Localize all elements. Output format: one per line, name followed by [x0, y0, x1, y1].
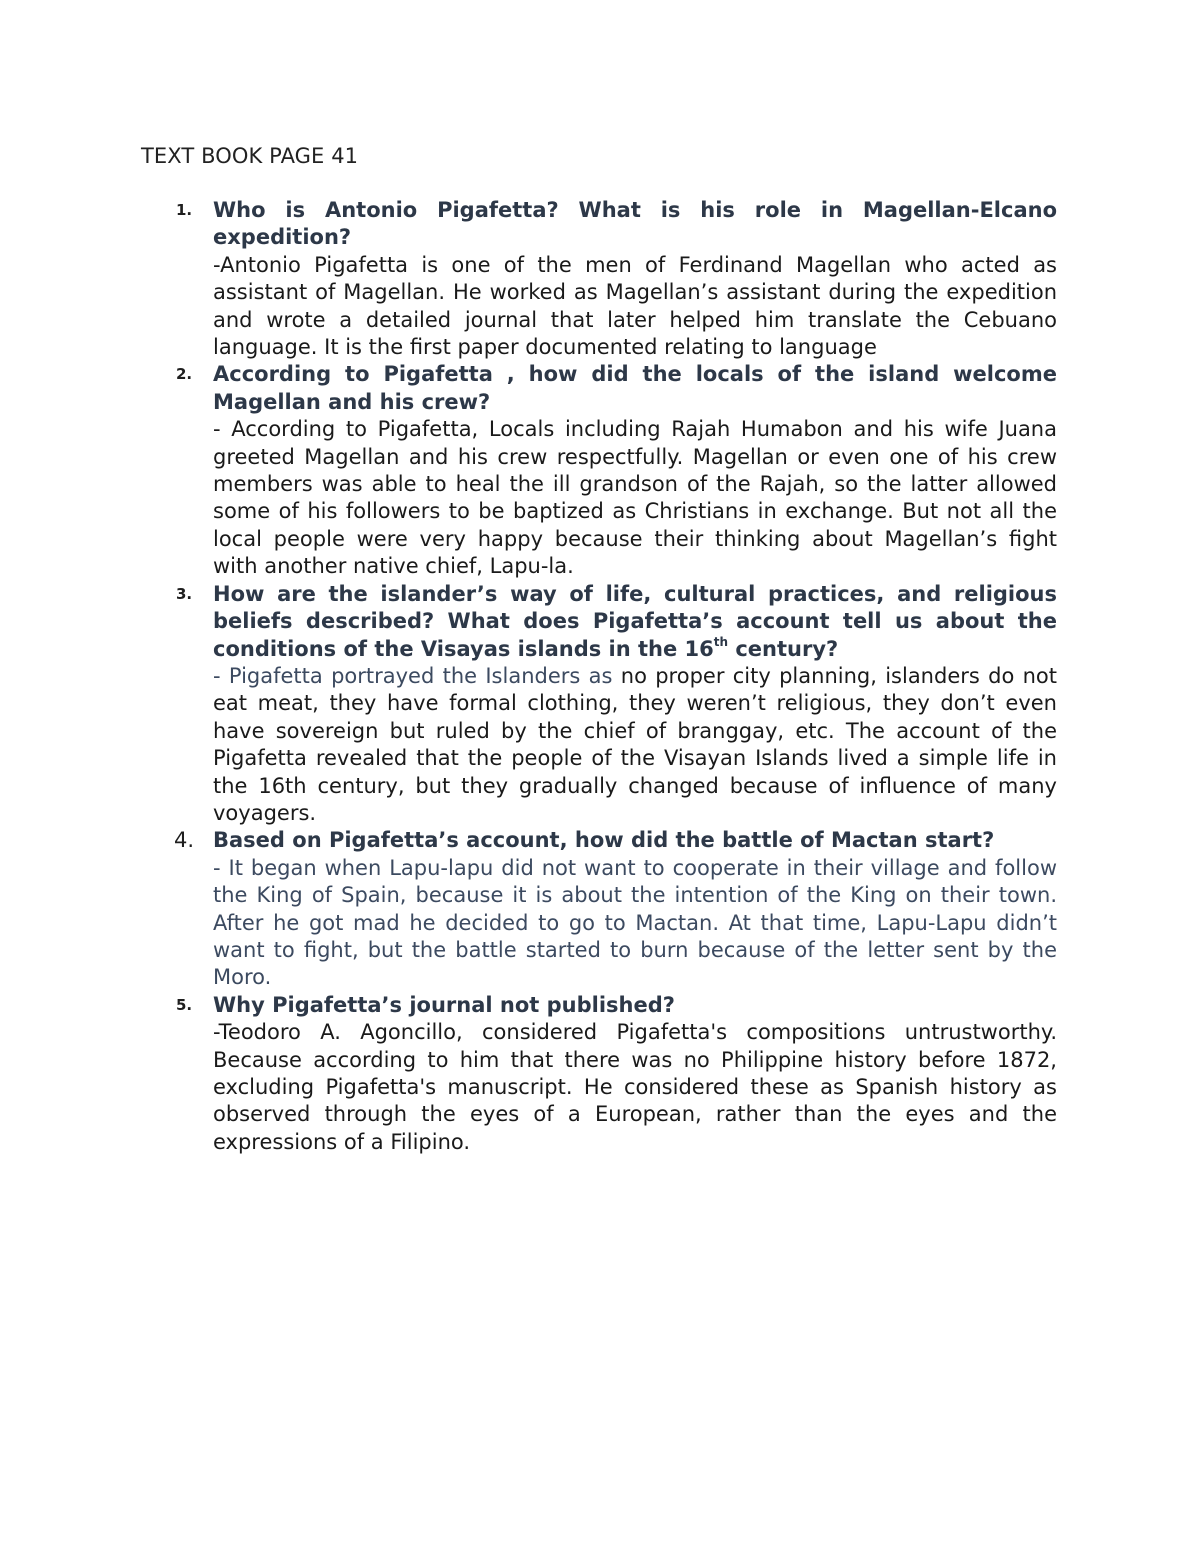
question-text: Based on Pigafetta’s account, how did the battle of Mactan start? [213, 828, 995, 853]
question-text-part: How are the islander’s way of life, cultural practices, and religious beliefs described? What does Pigafetta’s account tell us about the conditions of the Visayas islands in the 16 [213, 581, 1057, 661]
question-item-2 [0, 361, 1200, 580]
question-item-3 [0, 581, 1200, 828]
item-number: 5. [176, 995, 193, 1014]
question-text-part: century? [728, 636, 839, 661]
item-body [213, 581, 1057, 828]
ordinal-suffix: th [713, 634, 729, 649]
question-text: According to Pigafetta , how did the locals of the island welcome Magellan and his crew? [213, 362, 1057, 414]
item-number: 3. [176, 584, 193, 603]
answer-lead-text: - Pigafetta portrayed the Islanders as [213, 663, 613, 688]
answer-text: -Teodoro A. Agoncillo, considered Pigafetta's compositions untrustworthy. Because according to him that there was no Philippine history before 1872, excluding Pigafetta's manuscript. He considered these as Spanish history as observed through the eyes of a European, rather than the eyes and the expressions of a Filipino. [213, 1020, 1057, 1154]
answer-text: - It began when Lapu-lapu did not want to cooperate in their village and follow the King of Spain, because it is about the intention of the King on their town. After he got mad he decided to go to Mactan. At that time, Lapu-Lapu didn’t want to fight, but the battle started to burn because of the letter sent by the Moro. [213, 855, 1057, 990]
item-number: 2. [176, 365, 193, 384]
item-body [213, 361, 1057, 580]
answer-text [213, 663, 1057, 827]
answer-text: -Antonio Pigafetta is one of the men of Ferdinand Magellan who acted as assistant of Magellan. He worked as Magellan’s assistant during the expedition and wrote a detailed journal that later helped him translate the Cebuano language. It is the first paper documented relating to language [213, 252, 1057, 360]
item-number: 1. [176, 201, 193, 219]
question-item-4 [0, 827, 1200, 991]
question-text [213, 581, 1057, 663]
item-body [213, 827, 1057, 991]
question-text: Who is Antonio Pigafetta? What is his role in Magellan-Elcano expedition? [213, 198, 1057, 250]
item-body [213, 992, 1057, 1156]
item-number: 4. [174, 828, 195, 853]
question-text: Why Pigafetta’s journal not published? [213, 992, 675, 1017]
question-item-1 [0, 197, 1200, 361]
question-list [0, 197, 1200, 1156]
answer-text: - According to Pigafetta, Locals including Rajah Humabon and his wife Juana greeted Magellan and his crew respectfully. Magellan or even one of his crew members was able to heal the ill grandson of the Rajah, so the latter allowed some of his followers to be baptized as Christians in exchange. But not all the local people were very happy because their thinking about Magellan’s fight with another native chief, Lapu-la. [213, 417, 1057, 579]
page-heading: TEXT BOOK PAGE 41 [141, 144, 359, 168]
item-body [213, 197, 1057, 361]
question-item-5 [0, 992, 1200, 1156]
answer-rest-text: no proper city planning, islanders do not eat meat, they have formal clothing, they weren’t religious, they don’t even have sovereign but ruled by the chief of branggay, etc. The account of the Pigafetta revealed that the people of the Visayan Islands lived a simple life in the 16th century, but they gradually changed because of influence of many voyagers. [213, 663, 1057, 825]
